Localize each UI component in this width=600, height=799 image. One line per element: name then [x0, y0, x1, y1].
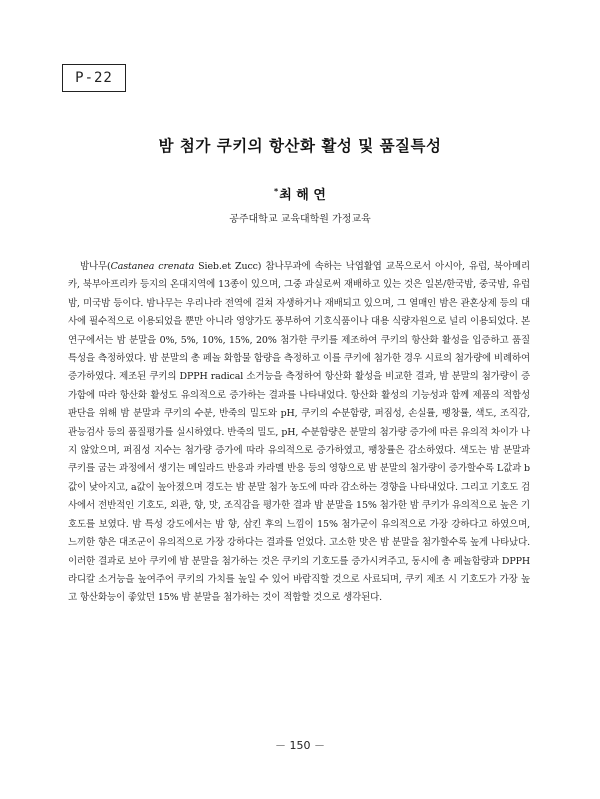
page-title: 밤 첨가 쿠키의 항산화 활성 및 품질특성	[158, 137, 442, 155]
scientific-name: Castanea crenata	[110, 261, 195, 272]
corresponding-author-marker: *	[274, 186, 279, 196]
author-name: 최 해 연	[279, 188, 326, 203]
abstract-lead: 밤나무(	[80, 261, 111, 272]
poster-number-badge: P-22	[62, 64, 126, 92]
page-number: － 150 －	[275, 739, 325, 752]
author-affiliation: 공주대학교 교육대학원 가정교육	[229, 214, 371, 225]
abstract-body	[68, 258, 530, 608]
author-line	[0, 184, 600, 203]
abstract-text: Sieb.et Zucc) 참나무과에 속하는 낙엽활엽 교목으로서 아시아, 유럽, 북아메리카, 북부아프리카 등지의 온대지역에 13종이 있으며, 그중 과실로써 재배하고 있는 것은 일본/한국밤, 중국밤, 유럽밤, 미국밤 등이다. 밤나무는 우리나라 전역에 걸쳐 자생하거나 재배되고 있으며, 그 열매인 밤은 관혼상제 등의 대사에 필수적으로 이용되었을 뿐만 아니라 영양가도 풍부하여 기호식품이나 대용 식량자원으로 널리 이용되었다. 본 연구에서는 밤 분말을 0%, 5%, 10%, 15%, 20% 첨가한 쿠키를 제조하여 쿠키의 항산화 활성을 입증하고 품질특성을 측정하였다. 밤 분말의 총 페놀 화합물 함량을 측정하고 이를 쿠키에 첨가한 경우 시료의 첨가량에 비례하여 증가하였다. 제조된 쿠키의 DPPH radical 소거능을 측정하여 항산화 활성을 비교한 결과, 밤 분말의 첨가량이 증가함에 따라 항산화 활성도 유의적으로 증가하는 결과를 나타내었다. 항산화 활성의 기능성과 함께 제품의 적합성 판단을 위해 밤 분말과 쿠키의 수분, 반죽의 밀도와 pH, 쿠키의 수분함량, 퍼짐성, 손실률, 팽창률, 색도, 조직감, 관능검사 등의 품질평가를 실시하였다. 반죽의 밀도, pH, 수분함량은 분말의 첨가량 증가에 따른 유의적 차이가 나지 않았으며, 퍼짐성 지수는 첨가량 증가에 따라 유의적으로 증가하였고, 팽창률은 감소하였다. 색도는 밤 분말과 쿠키를 굽는 과정에서 생기는 메일라드 반응과 카라멜 반응 등의 영향으로 밤 분말의 첨가량이 증가할수록 L값과 b값이 낮아지고, a값이 높아졌으며 경도는 밤 분말 첨가 농도에 따라 감소하는 경향을 나타내었다. 그리고 기호도 검사에서 전반적인 기호도, 외관, 향, 맛, 조직감을 평가한 결과 밤 분말을 15% 첨가한 밤 쿠키가 유의적으로 높은 기호도를 보였다. 밤 특성 강도에서는 밤 향, 삼킨 후의 느낌이 15% 첨가군이 유의적으로 가장 강하다고 하였으며, 느끼한 향은 대조군이 유의적으로 가장 강하다는 결과를 얻었다. 고소한 맛은 밤 분말을 첨가할수록 높게 나타났다. 이러한 결과로 보아 쿠키에 밤 분말을 첨가하는 것은 쿠키의 기호도를 증가시켜주고, 동시에 총 페놀함량과 DPPH 라디칼 소거능을 높여주어 쿠키의 가치를 높일 수 있어 바람직할 것으로 사료되며, 쿠키 제조 시 기호도가 가장 높고 항산화능이 좋았던 15% 밤 분말을 첨가하는 것이 적합할 것으로 생각된다.	[68, 261, 530, 604]
